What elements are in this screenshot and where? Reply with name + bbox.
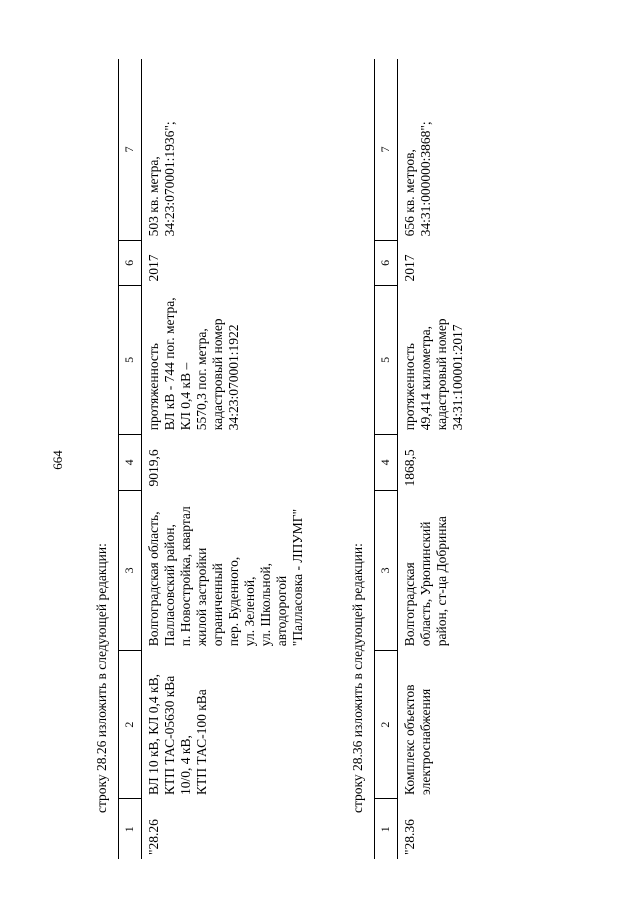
text-line: ограниченный [210, 563, 225, 647]
page-number: 664 [50, 450, 65, 470]
text-line: КТП ТАС-100 кВа [194, 689, 209, 795]
text-line: 34:31:100001:2017 [450, 324, 465, 431]
text-line: протяженность [146, 343, 161, 431]
text-line: КТП ТАС-05630 кВа [162, 675, 177, 795]
text-line: жилой застройки [194, 547, 209, 647]
text-line: пер. Буденного, [226, 556, 241, 647]
text-line: 49,414 километра, [418, 326, 433, 431]
table-header-row [375, 59, 398, 859]
object-name [398, 650, 469, 799]
object-characteristics [398, 286, 469, 435]
text-line: Волгоградская [402, 562, 417, 647]
object-value: 1868,5 [402, 449, 417, 487]
text-line: КЛ 0,4 кВ – [178, 362, 193, 431]
text-line: электроснабжения [418, 688, 433, 795]
text-line: ВЛ 10 кВ, КЛ 0,4 кВ, [146, 674, 161, 795]
text-line: ВЛ кВ - 744 пог. метра, [162, 297, 177, 431]
text-line: ул. Зеленой, [242, 576, 257, 647]
object-characteristics [142, 286, 309, 435]
text-line: "Палласовка - ЛПУМГ" [290, 508, 305, 647]
header-col-6: 6 [119, 240, 142, 285]
header-col-2: 2 [375, 650, 398, 799]
header-col-7: 7 [119, 59, 142, 240]
text-line: п. Новостройка, квартал [178, 506, 193, 647]
header-col-3: 3 [375, 490, 398, 650]
text-line: 656 кв. метров, [402, 149, 417, 237]
header-col-1: 1 [375, 799, 398, 859]
table-row [398, 59, 469, 859]
object-name [142, 650, 309, 799]
object-area [398, 59, 469, 240]
text-line: район, ст-ца Добринка [434, 516, 449, 647]
object-value: 9019,6 [146, 449, 161, 487]
object-location [398, 490, 469, 650]
section2-intro: строку 28.36 изложить в следующей редакции: [350, 543, 365, 813]
text-line: область, Урюпинский [418, 521, 433, 647]
text-line: автодорогой [274, 575, 289, 647]
row-number: "28.36 [402, 819, 417, 855]
text-line: кадастровый номер [434, 318, 449, 431]
object-area [142, 59, 309, 240]
header-col-2: 2 [119, 650, 142, 799]
header-col-6: 6 [375, 240, 398, 285]
object-year: 2017 [146, 254, 161, 282]
text-line: 10/0, 4 кВ, [178, 735, 193, 795]
text-line: 34:31:000000:3868"; [418, 121, 433, 237]
text-line: Палласовский район, [162, 524, 177, 647]
header-col-4: 4 [119, 434, 142, 490]
table-row [142, 59, 309, 859]
text-line: 34:23:070001:1922 [226, 324, 241, 431]
text-line: ул. Школьной, [258, 563, 273, 647]
text-line: 503 кв. метра, [146, 156, 161, 237]
header-col-5: 5 [119, 286, 142, 435]
object-year: 2017 [402, 254, 417, 282]
section1-table [118, 59, 308, 859]
object-location [142, 490, 309, 650]
header-col-7: 7 [375, 59, 398, 240]
text-line: 5570,3 пог. метра, [194, 328, 209, 431]
table-header-row [119, 59, 142, 859]
text-line: протяженность [402, 343, 417, 431]
section2-table [374, 59, 468, 859]
section1-intro: строку 28.26 изложить в следующей редакции: [94, 543, 109, 813]
row-number: "28.26 [146, 819, 161, 855]
header-col-4: 4 [375, 434, 398, 490]
text-line: Комплекс объектов [402, 684, 417, 795]
text-line: Волгоградская область, [146, 511, 161, 647]
header-col-1: 1 [119, 799, 142, 859]
text-line: 34:23:070001:1936"; [162, 121, 177, 237]
text-line: кадастровый номер [210, 318, 225, 431]
header-col-5: 5 [375, 286, 398, 435]
header-col-3: 3 [119, 490, 142, 650]
